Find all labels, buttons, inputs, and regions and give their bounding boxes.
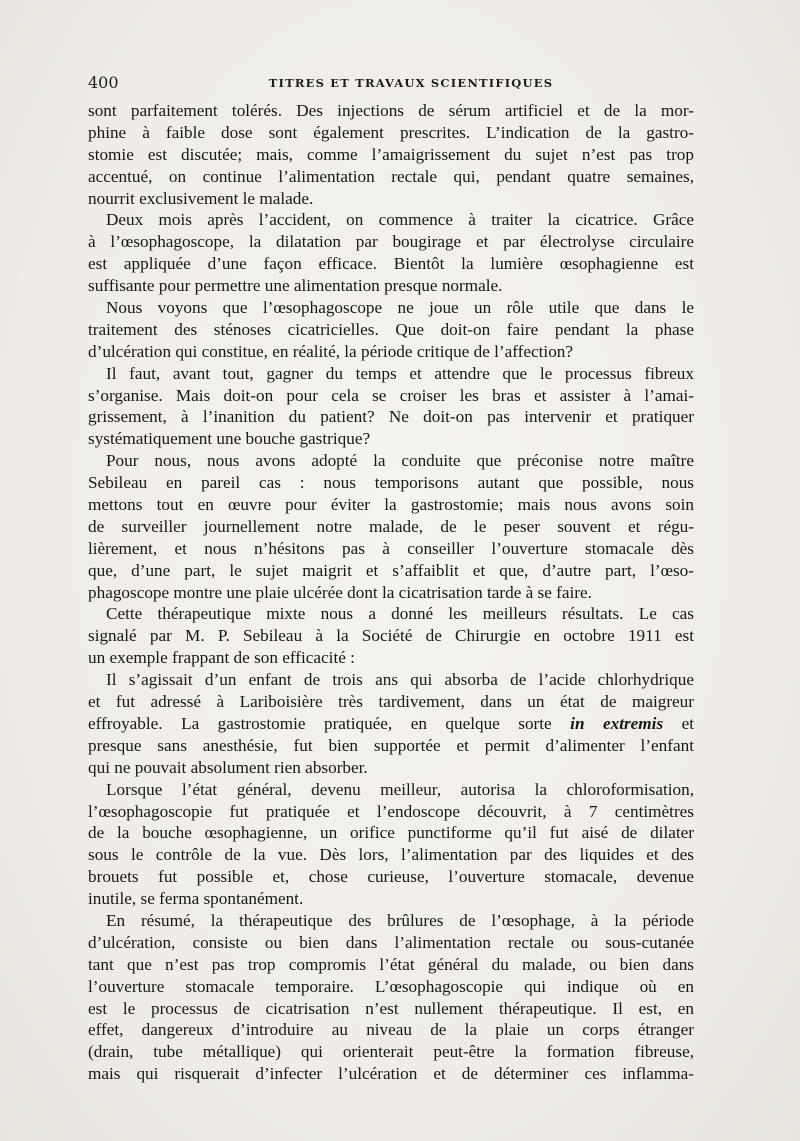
text-line: mettons tout en œuvre pour éviter la gastrostomie; mais nous avons soin — [88, 495, 694, 515]
text-line: d’ulcération, consiste ou bien dans l’alimentation rectale ou sous-cutanée — [88, 932, 694, 952]
text-line: et fut adressé à Lariboisière très tardivement, dans un état de maigreur — [88, 692, 694, 712]
text-line: effet, dangereux d’introduire au niveau de la plaie un corps étranger — [88, 1020, 694, 1040]
text-line: inutile, se ferma spontanément. — [88, 889, 304, 909]
text-line: sont parfaitement tolérés. Des injections de sérum artificiel et de la mor- — [88, 101, 694, 120]
text-line: stomie est discutée; mais, comme l’amaigrissement du sujet n’est pas trop — [88, 144, 694, 164]
text-segment: effroyable. La gastrostomie pratiquée, en quelque sorte — [88, 713, 571, 733]
text-line: de la bouche œsophagienne, un orifice punctiforme qu’il fut aisé de dilater — [88, 823, 694, 843]
text-line: s’organise. Mais doit-on pour cela se croiser les bras et assister à l’amai- — [88, 385, 694, 405]
text-line: Pour nous, nous avons adopté la conduite que préconise notre maître — [106, 451, 694, 471]
text-line: En résumé, la thérapeutique des brûlures de l’œsophage, à la période — [106, 910, 694, 930]
text-line: l’œsophagoscopie fut pratiquée et l’endoscope découvrit, à 7 centimètres — [88, 801, 694, 821]
text-line: Cette thérapeutique mixte nous a donné les meilleurs résultats. Le cas — [106, 604, 694, 624]
text-line: phine à faible dose sont également prescrites. L’indication de la gastro- — [88, 122, 694, 142]
text-line: Lorsque l’état général, devenu meilleur, autorisa la chloroformisation, — [106, 779, 694, 799]
text-line: sous le contrôle de la vue. Dès lors, l’alimentation par des liquides et des — [88, 845, 694, 865]
text-line: nourrit exclusivement le malade. — [88, 188, 314, 208]
text-line: traitement des sténoses cicatricielles. Que doit-on faire pendant la phase — [88, 319, 694, 339]
text-line: grissement, à l’inanition du patient? Ne doit-on pas intervenir et pratiquer — [88, 407, 694, 427]
text-line: l’ouverture stomacale temporaire. L’œsophagoscopie qui indique où en — [88, 976, 694, 996]
text-line: Il s’agissait d’un enfant de trois ans qui absorba de l’acide chlorhydrique — [106, 670, 694, 690]
text-line: lièrement, et nous n’hésitons pas à conseiller l’ouverture stomacale dès — [88, 538, 694, 558]
text-line: mais qui risquerait d’infecter l’ulcération et de déterminer ces inflamma- — [88, 1064, 694, 1084]
body-text — [88, 100, 694, 1085]
page-number: 400 — [88, 73, 119, 92]
text-line: d’ulcération qui constitue, en réalité, la période critique de l’affection? — [88, 341, 574, 361]
text-line: accentué, on continue l’alimentation rectale qui, pendant quatre semaines, — [88, 166, 694, 186]
text-line: Nous voyons que l’œsophagoscope ne joue un rôle utile que dans le — [106, 298, 694, 318]
text-line: Sebileau en pareil cas : nous temporisons autant que possible, nous — [88, 473, 694, 493]
text-line: à l’œsophagoscope, la dilatation par bougirage et par électrolyse circulaire — [88, 232, 694, 252]
text-line: systématiquement une bouche gastrique? — [88, 429, 371, 449]
text-line: (drain, tube métallique) qui orienterait peut-être la formation fibreuse, — [88, 1042, 694, 1062]
text-line: signalé par M. P. Sebileau à la Société de Chirurgie en octobre 1911 est — [88, 626, 694, 646]
text-line — [88, 713, 694, 735]
text-line: que, d’une part, le sujet maigrit et s’affaiblit et que, d’autre part, l’œso- — [88, 560, 694, 580]
text-line: tant que n’est pas trop compromis l’état général du malade, ou bien dans — [88, 954, 694, 974]
italic-phrase: in extremis — [570, 713, 664, 733]
text-line: Il faut, avant tout, gagner du temps et attendre que le processus fibreux — [106, 363, 694, 383]
text-line: est appliquée d’une façon efficace. Bientôt la lumière œsophagienne est — [88, 254, 694, 274]
text-line: phagoscope montre une plaie ulcérée dont la cicatrisation tarde à se faire. — [88, 582, 592, 602]
running-title: TITRES ET TRAVAUX SCIENTIFIQUES — [268, 76, 554, 90]
text-line: qui ne pouvait absolument rien absorber. — [88, 757, 368, 777]
text-line: brouets fut possible et, chose curieuse, l’ouverture stomacale, devenue — [88, 867, 694, 887]
page-header — [88, 73, 694, 95]
text-segment: et — [663, 713, 695, 733]
text-line: de surveiller journellement notre malade, de le peser souvent et régu- — [88, 516, 694, 536]
text-line: suffisante pour permettre une alimentation presque normale. — [88, 276, 503, 296]
text-line: Deux mois après l’accident, on commence à traiter la cicatrice. Grâce — [106, 210, 694, 230]
text-line: est le processus de cicatrisation n’est nullement thérapeutique. Il est, en — [88, 998, 694, 1018]
text-line: un exemple frappant de son efficacité : — [88, 648, 355, 668]
text-line: presque sans anesthésie, fut bien supportée et permit d’alimenter l’enfant — [88, 735, 694, 755]
